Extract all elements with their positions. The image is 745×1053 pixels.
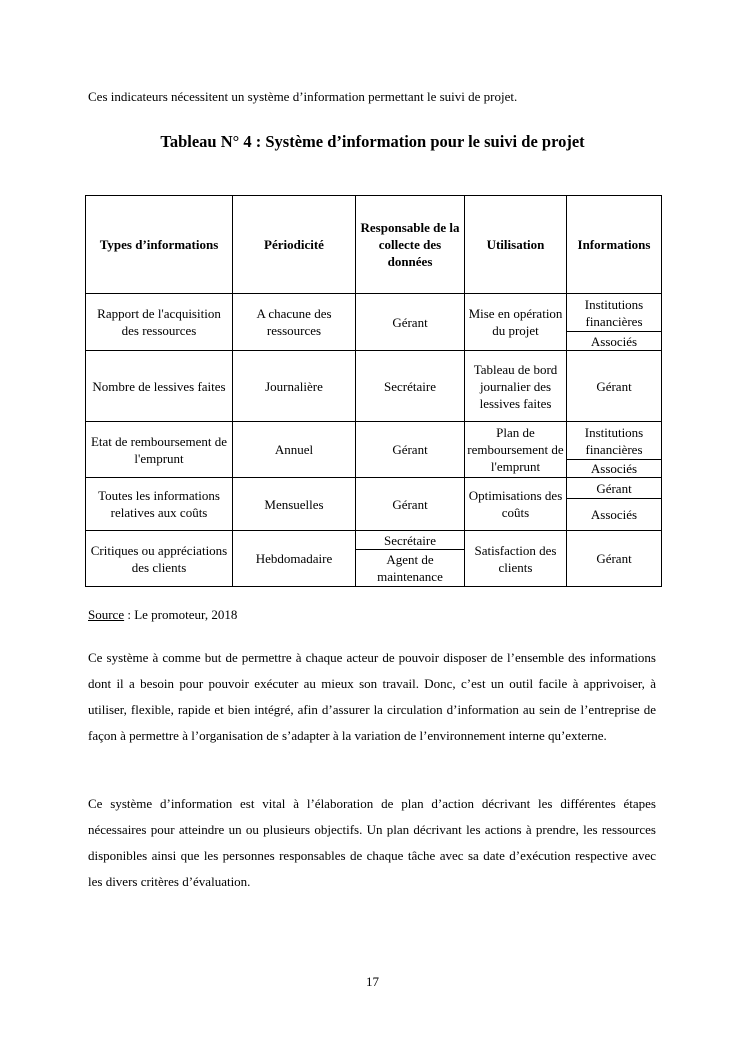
cell-type: Rapport de l'acquisition des ressources bbox=[86, 294, 233, 351]
table-row bbox=[86, 351, 662, 422]
cell-periodicite: Journalière bbox=[233, 351, 356, 422]
cell-utilisation: Plan de remboursement de l'emprunt bbox=[465, 422, 567, 478]
header-informations: Informations bbox=[567, 196, 662, 294]
header-types: Types d’informations bbox=[86, 196, 233, 294]
table-header-row bbox=[86, 196, 662, 294]
cell-periodicite: Mensuelles bbox=[233, 478, 356, 531]
cell-responsable: Gérant bbox=[356, 478, 465, 531]
cell-type: Critiques ou appréciations des clients bbox=[86, 531, 233, 587]
table-row bbox=[86, 478, 662, 499]
table-row bbox=[86, 422, 662, 460]
cell-type: Etat de remboursement de l'emprunt bbox=[86, 422, 233, 478]
table-caption: Tableau N° 4 : Système d’information pour le suivi de projet bbox=[160, 132, 585, 151]
information-system-table bbox=[85, 195, 662, 587]
cell-utilisation: Tableau de bord journalier des lessives faites bbox=[465, 351, 567, 422]
source-label: Source bbox=[88, 607, 125, 622]
cell-utilisation: Satisfaction des clients bbox=[465, 531, 567, 587]
cell-responsable: Secrétaire bbox=[356, 531, 465, 550]
cell-informations: Associés bbox=[567, 332, 662, 351]
paragraph-2: Ce système d’information est vital à l’élaboration de plan d’action décrivant les différentes étapes nécessaires pour atteindre un ou plusieurs objectifs. Un plan décrivant les actions à prendre, les ressources disponibles ainsi que les personnes responsables de chaque tâche avec sa date d’exécution respective avec les divers critères d’évaluation. bbox=[88, 796, 656, 889]
cell-responsable: Gérant bbox=[356, 422, 465, 478]
cell-informations: Gérant bbox=[567, 531, 662, 587]
cell-utilisation: Mise en opération du projet bbox=[465, 294, 567, 351]
cell-type: Nombre de lessives faites bbox=[86, 351, 233, 422]
cell-responsable: Agent de maintenance bbox=[356, 550, 465, 587]
table-source bbox=[88, 607, 237, 623]
cell-informations: Gérant bbox=[567, 351, 662, 422]
cell-responsable: Gérant bbox=[356, 294, 465, 351]
cell-informations: Associés bbox=[567, 499, 662, 531]
cell-type: Toutes les informations relatives aux coûts bbox=[86, 478, 233, 531]
header-utilisation: Utilisation bbox=[465, 196, 567, 294]
paragraph-1: Ce système à comme but de permettre à chaque acteur de pouvoir disposer de l’ensemble des informations dont il a besoin pour pouvoir exécuter au mieux son travail. Donc, c’est un outil facile à apprivoiser, à utiliser, flexible, rapide et bien intégré, afin d’assurer la circulation d’information au sein de l’entreprise de façon à permettre à l’organisation de s’adapter à la variation de l’environnement interne qu’externe. bbox=[88, 650, 656, 743]
intro-sentence: Ces indicateurs nécessitent un système d’information permettant le suivi de projet. bbox=[88, 89, 518, 104]
header-responsable: Responsable de la collecte des données bbox=[356, 196, 465, 294]
cell-responsable: Secrétaire bbox=[356, 351, 465, 422]
cell-informations: Gérant bbox=[567, 478, 662, 499]
source-text: : Le promoteur, 2018 bbox=[124, 607, 238, 622]
cell-periodicite: A chacune des ressources bbox=[233, 294, 356, 351]
page-number: 17 bbox=[366, 974, 379, 989]
cell-informations: Institutions financières bbox=[567, 422, 662, 460]
cell-informations: Institutions financières bbox=[567, 294, 662, 332]
header-periodicite: Périodicité bbox=[233, 196, 356, 294]
table-row bbox=[86, 531, 662, 550]
table-row bbox=[86, 294, 662, 332]
cell-periodicite: Hebdomadaire bbox=[233, 531, 356, 587]
cell-periodicite: Annuel bbox=[233, 422, 356, 478]
cell-utilisation: Optimisations des coûts bbox=[465, 478, 567, 531]
cell-informations: Associés bbox=[567, 460, 662, 478]
